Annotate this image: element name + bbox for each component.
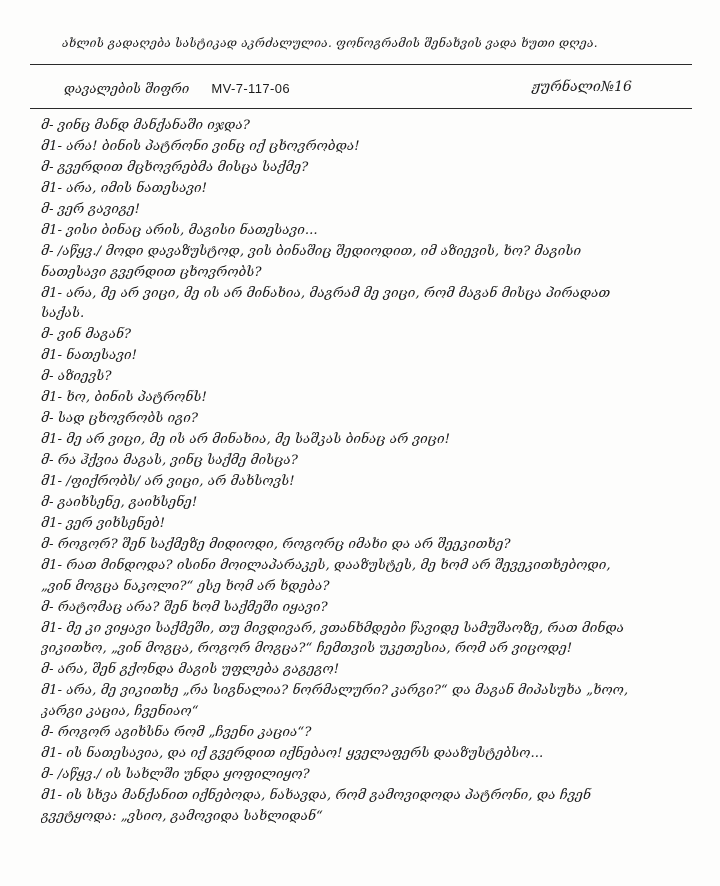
transcript-line: მ1- არა, მე ვიკითხე „რა სიგნალია? ნორმალური? კარგი?“ და მაგან მიპასუხა „ხოო, — [41, 683, 629, 699]
transcript-line: მ- ვერ გავიგე! — [41, 201, 141, 217]
top-divider — [30, 64, 692, 65]
transcript-line: მ1- ხო, ბინის პატრონს! — [41, 390, 207, 406]
transcript-line: მ- /აწყვ./ ის სახლში უნდა ყოფილიყო? — [41, 767, 310, 783]
transcript-line: მ1- ვერ ვიხსენებ! — [41, 515, 166, 531]
transcript-line: მ- ვინ მაგან? — [41, 327, 132, 343]
transcript-line: მ1- ნათესავი! — [41, 348, 138, 364]
task-label: დავალების შიფრი — [64, 82, 190, 97]
transcript-line: „ვინ მოგცა ნაკოლი?“ ესე ხომ არ ხდება? — [41, 578, 330, 594]
transcript-line: მ1- ვისი ბინაც არის, მაგისი ნათესავი... — [41, 222, 318, 238]
transcript-line: ვიკითხო, „ვინ მოგცა, როგორ მოგცა?“ ჩემთვის უკეთესია, რომ არ ვიცოდე! — [41, 641, 573, 657]
transcript-line: გვეტყოდა: „ვსიო, გამოვიდა სახლიდან“ — [41, 808, 323, 824]
transcript-line: მ- /აწყვ./ მოდი დავაზუსტოდ, ვის ბინაშიც შედიოდით, იმ აზიევის, ხო? მაგისი — [41, 243, 582, 259]
transcript-line: ნათესავი გვერდით ცხოვრობს? — [41, 264, 262, 280]
transcript-line: მ- არა, შენ გქონდა მაგის უფლება გაგეგო! — [41, 662, 340, 678]
transcript-line: მ- როგორ? შენ საქმეზე მიდიოდი, როგორც იმახი და არ შეეკითხე? — [41, 536, 511, 552]
transcript-line: მ- რატომაც არა? შენ ხომ საქმეში იყავი? — [41, 599, 328, 615]
transcript-line: მ- ვინც მანდ მანქანაში იჯდა? — [41, 118, 250, 133]
transcript-line: მ1- ის ნათესავია, და იქ გვერდით იქნებაო! ყველაფერს დააზუსტებსო... — [41, 746, 544, 762]
transcript-line: მ- სად ცხოვრობს იგი? — [41, 411, 199, 427]
transcript-line: საქას. — [41, 306, 85, 322]
journal-number: ჟურნალი№16 — [532, 79, 632, 95]
transcript-line: მ1- რათ მინდოდა? ისინი მოილაპარაკეს, დააზუსტეს, მე ხომ არ შევეკითხებოდი, — [41, 557, 611, 573]
transcript-line: მ1- არა! ბინის პატრონი ვინც იქ ცხოვრობდა! — [41, 138, 360, 154]
task-code: MV-7-117-06 — [211, 81, 290, 96]
transcript-line: მ- როგორ აგიხსნა რომ „ჩვენი კაცია“? — [41, 725, 312, 741]
transcript-line: მ- რა ჰქვია მაგას, ვინც საქმე მისცა? — [41, 453, 298, 468]
transcript-line: მ1- /ფიქრობს/ არ ვიცი, არ მახსოვს! — [41, 473, 295, 489]
transcript-line: მ- გაიხსენე, გაიხსენე! — [41, 494, 198, 510]
top-title: ახლის გადაღება სასტიკად აკრძალულია. ფონოგრამის შენახვის ვადა ხუთი დღეა. — [62, 36, 598, 50]
transcript-body — [41, 116, 686, 828]
transcript-line: მ1- ის სხვა მანქანით იქნებოდა, ნახავდა, რომ გამოვიდოდა პატრონი, და ჩვენ — [41, 788, 591, 803]
transcript-line: მ1- მე კი ვიყავი საქმეში, თუ მივდივარ, ვთანხმდები წავიდე სამუშაოზე, რათ მინდა — [41, 620, 625, 636]
header-divider — [30, 108, 692, 109]
transcript-line: კარგი კაცია, ჩვენიაო“ — [41, 704, 199, 720]
transcript-line: მ- გვერდით მცხოვრებმა მისცა საქმე? — [41, 159, 309, 175]
transcript-line: მ- აზიევს? — [41, 369, 112, 385]
transcript-line: მ1- არა, მე არ ვიცი, მე ის არ მინახია, მაგრამ მე ვიცი, რომ მაგან მისცა პირადათ — [41, 285, 611, 301]
transcript-line: მ1- არა, იმის ნათესავი! — [41, 180, 208, 196]
transcript-line: მ1- მე არ ვიცი, მე ის არ მინახია, მე საშკას ბინაც არ ვიცი! — [41, 432, 450, 448]
